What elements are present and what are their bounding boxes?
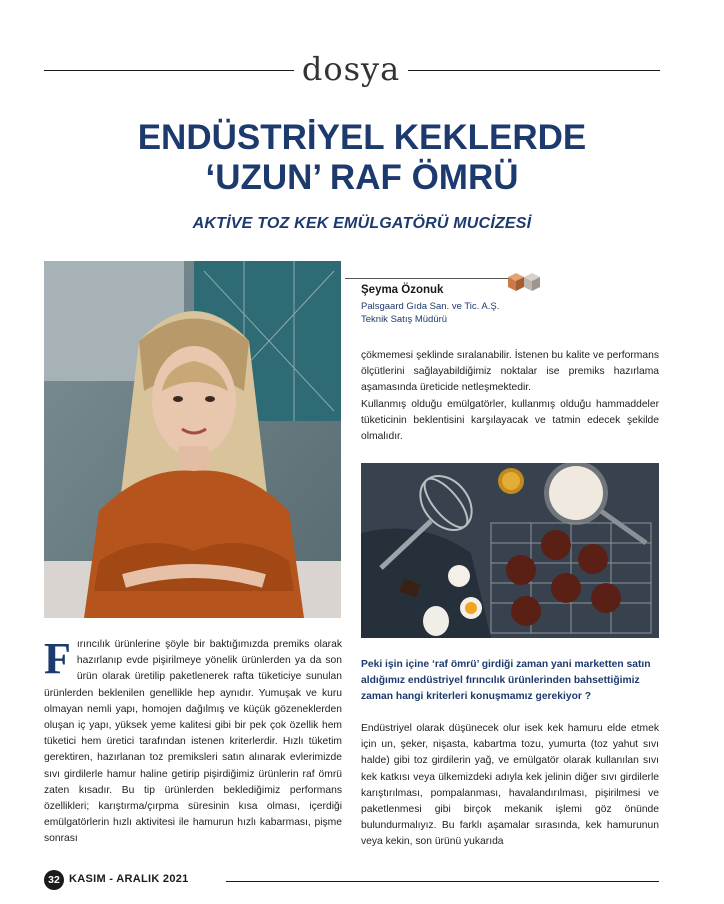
header-rule-right <box>408 70 660 71</box>
baking-photo <box>361 463 659 638</box>
title-line-1: ENDÜSTRİYEL KEKLERDE <box>137 118 587 157</box>
author-portrait-photo <box>44 261 341 618</box>
paragraph: çökmemesi şeklinde sıralanabilir. İstenen bu kalite ve performans ölçütlerini sağlayabildiğimiz noktalar ise premiks hazırlama aşamasında üreticide netleşmektedir. <box>361 350 659 394</box>
paragraph: Endüstriyel olarak düşünecek olur isek kek hamuru elde etmek için un, şeker, nişasta, kabartma tozu, yumurta (toz yahut sıvı halde) gibi toz girdilerin yağ, ve emülgatör olarak kullanılan sıvı kek katkısı veya ülkemizdeki adıyla kek jelinin diğer sıvı girdilerle karıştırılması, pompalanması, havalandırılması, pişirilmesi ve paketlenmesi gibi birçok mekanik işlemi göz önünde bulundurmalıyız. Bu farklı aşamalar sırasında, kek hamurunun veya kekin, son ürünü yukarıda <box>361 723 659 848</box>
subheading-question: Peki işin içine ‘raf ömrü’ girdiği zaman yani marketten satın aldığımız endüstriyel fırıncılık ürünlerinden bahsettiğimiz zaman hangi kriterleri konuşmamız gerekiyor ? <box>361 659 651 703</box>
header-rule-left <box>44 70 294 71</box>
left-column-text <box>44 634 342 848</box>
paragraph: ırıncılık ürünlerine şöyle bir baktığımızda premiks olarak hazırlanıp evde pişirilmeye yönelik ürünlerden ya da son ürün olarak üretilip paketlenerek rafta tüketiciye sunulan ürünlerden beklenilen genellikle hep aynıdır. Yumuşak ve kuru olmayan nemli yapı, homojen dağılmış ve küçük gözeneklerden oluşan iç yapı, yüksek yeme kalitesi gibi bir pek çok özellik hem tüketici hem üretici tarafından istenen kriterlerdir. Hızlı tüketim gerektiren, hazırlanan toz premiksleri satın alınarak evlerimizde sıvı girdilerle hamur haline getirip pişirdiğimiz ürünlerin raf ömrü zaten kısadır. Bu tip ürünlerden beklediğimiz performans özellikleri; karıştırma/çırpma süresinin kısa olması, içerdiği emülgatörlerin hızlı aktivitesi ile hamurun hızlı kabarması, pişme sonrası <box>44 639 342 845</box>
author-name: Şeyma Özonuk <box>361 284 444 296</box>
issue-date: KASIM - ARALIK 2021 <box>69 873 189 885</box>
drop-cap: F <box>44 634 71 683</box>
baking-illustration <box>361 463 659 638</box>
title-line-2: ‘UZUN’ RAF ÖMRÜ <box>205 158 519 197</box>
section-label: dosya <box>301 50 401 88</box>
paragraph: Kullanmış olduğu emülgatörler, kullanmış olduğu hammaddeler tüketicinin beklentisini karşılayacak ve tatmin edecek şekilde olmalıdır. <box>361 398 659 443</box>
cubes-ornament-icon <box>506 271 542 293</box>
page-number: 32 <box>44 870 64 890</box>
author-job-title: Teknik Satış Müdürü <box>361 314 448 325</box>
author-affiliation <box>361 300 499 326</box>
article-subtitle: AKTİVE TOZ KEK EMÜLGATÖRÜ MUCİZESİ <box>192 215 532 232</box>
author-divider <box>345 278 515 279</box>
footer-rule <box>226 881 659 882</box>
right-column-top-text <box>361 348 659 445</box>
portrait-illustration <box>44 261 341 618</box>
right-column-bottom-text <box>361 721 659 851</box>
article-title <box>60 118 664 198</box>
author-company: Palsgaard Gıda San. ve Tic. A.Ş. <box>361 301 500 312</box>
